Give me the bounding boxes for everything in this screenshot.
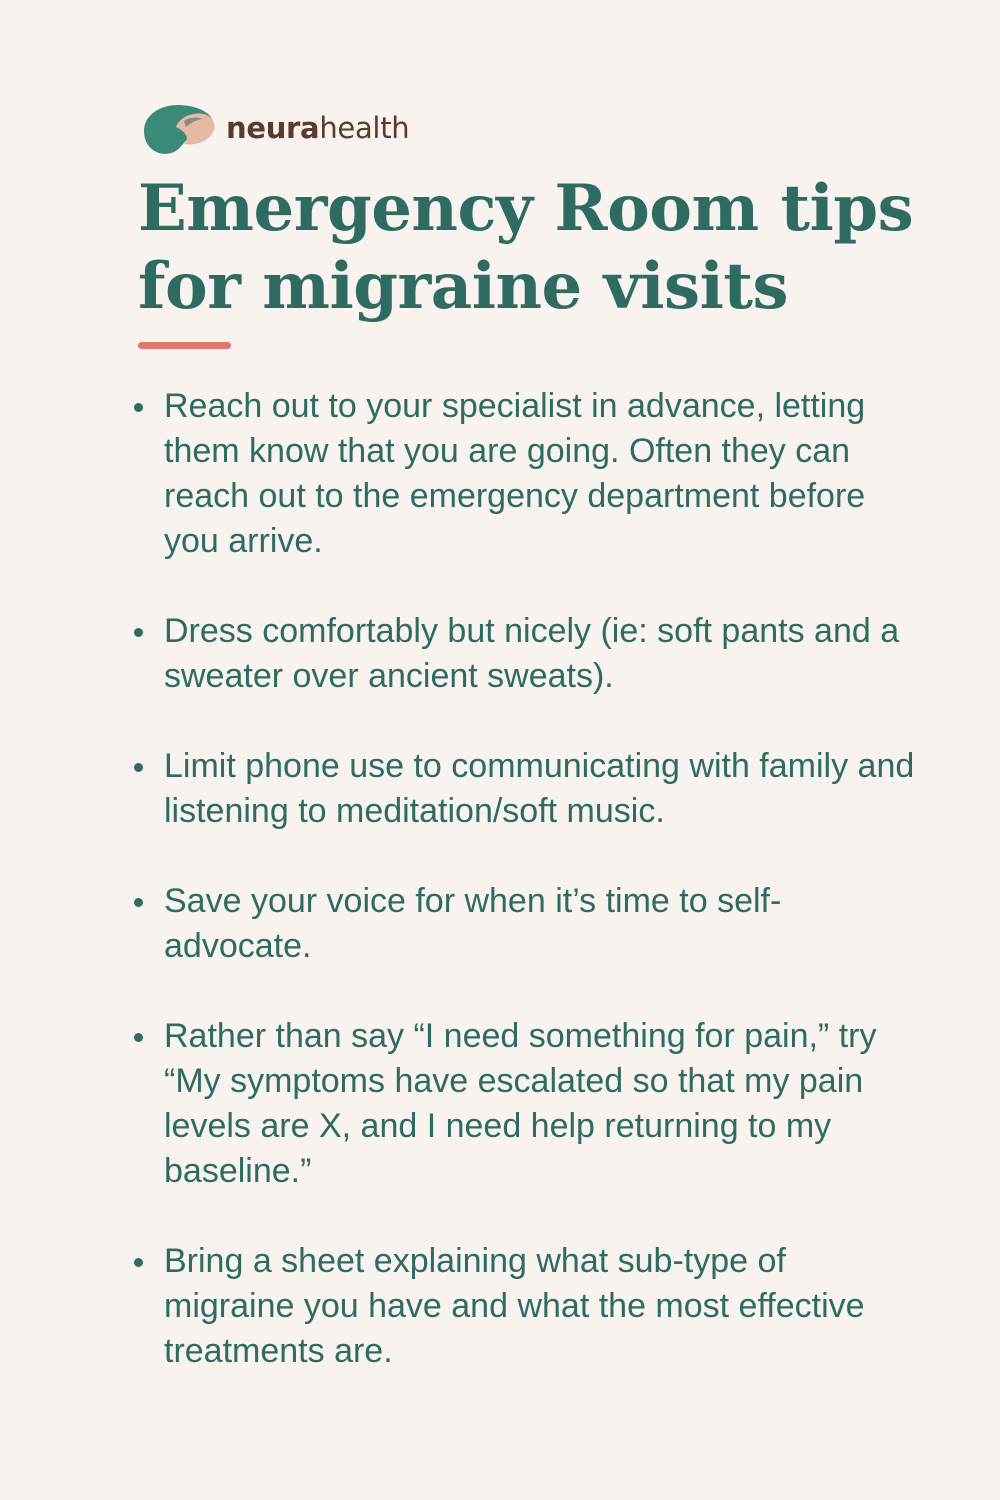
tip-text: Limit phone use to communicating with family and listening to meditation/soft music. <box>164 747 915 830</box>
bullet-icon <box>134 628 143 637</box>
brand-name-bold: neura <box>226 110 320 145</box>
bullet-icon <box>134 763 143 772</box>
title-divider <box>138 342 231 349</box>
neurahealth-logo-icon <box>140 101 218 157</box>
list-item <box>130 879 920 969</box>
brand-name-regular: health <box>319 110 410 145</box>
brand-header <box>140 100 409 158</box>
list-item <box>130 744 920 834</box>
bullet-icon <box>134 403 143 412</box>
tips-list <box>130 384 920 1419</box>
tip-text: Save your voice for when it’s time to self-advocate. <box>164 882 782 965</box>
bullet-icon <box>134 1258 143 1267</box>
list-item <box>130 1239 920 1374</box>
page-title: Emergency Room tips for migraine visits <box>138 171 914 324</box>
tip-text: Reach out to your specialist in advance, letting them know that you are going. Often they can reach out to the emergency department before you arrive. <box>164 387 866 560</box>
tip-text: Rather than say “I need something for pain,” try “My symptoms have escalated so that my pain levels are X, and I need help returning to my baseline.” <box>164 1017 877 1190</box>
brand-name <box>226 110 410 145</box>
bullet-icon <box>134 1033 143 1042</box>
tip-text: Dress comfortably but nicely (ie: soft pants and a sweater over ancient sweats). <box>164 612 900 695</box>
list-item <box>130 609 920 699</box>
list-item <box>130 384 920 564</box>
bullet-icon <box>134 898 143 907</box>
tip-text: Bring a sheet explaining what sub-type of migraine you have and what the most effective treatments are. <box>164 1242 865 1370</box>
list-item <box>130 1014 920 1194</box>
